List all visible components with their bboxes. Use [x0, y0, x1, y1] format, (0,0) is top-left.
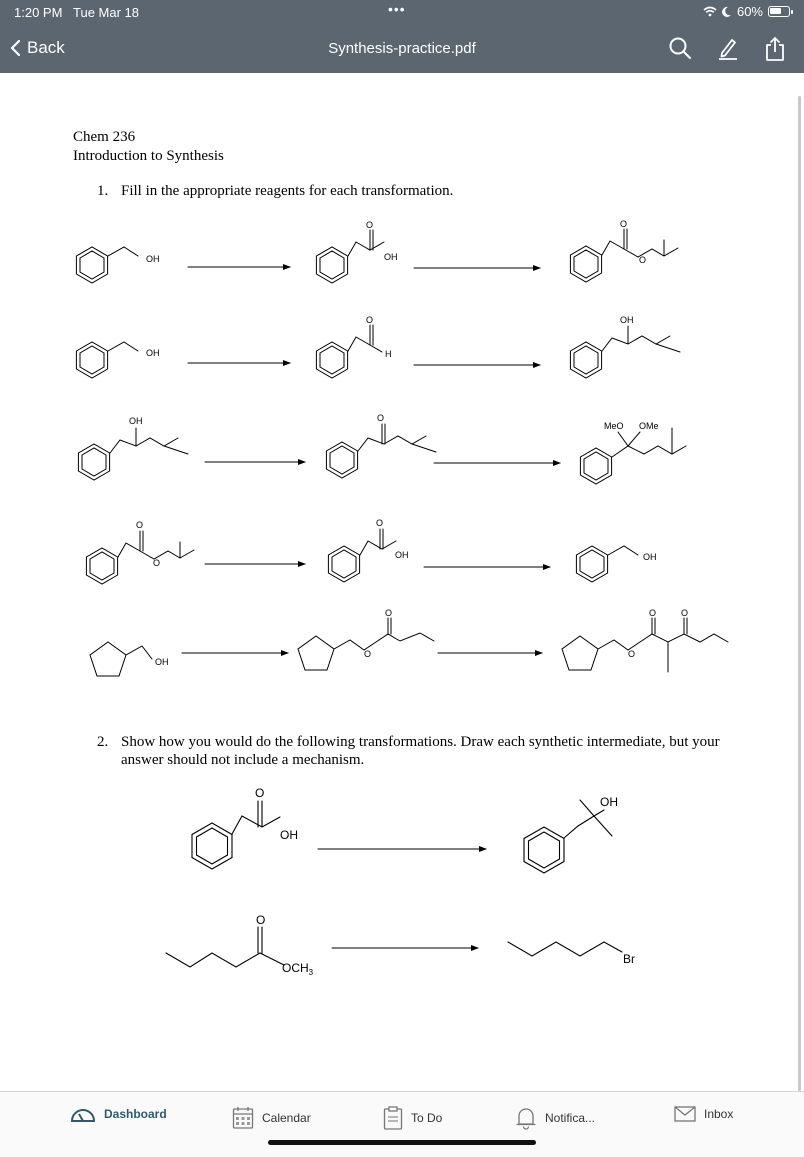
document-title: Synthesis-practice.pdf [328, 40, 476, 57]
row5-propanoate-ester [298, 608, 434, 670]
row3-ketone [326, 413, 436, 478]
label-o: O [377, 413, 385, 423]
clock: 1:20 PM [14, 5, 63, 20]
envelope-icon [674, 1106, 696, 1122]
battery-percent: 60% [736, 4, 763, 19]
tab-notifications-label: Notifica... [545, 1111, 596, 1125]
label-oh: OH [643, 552, 657, 562]
q2-phenylacetic-acid [192, 786, 298, 869]
q2-tertiary-alcohol [524, 795, 618, 873]
label-oh: OH [384, 252, 398, 262]
label-o: O [255, 786, 265, 800]
row2-aldehyde [316, 315, 391, 378]
row2-benzyl-alcohol [76, 342, 159, 378]
label-o: O [628, 649, 636, 659]
row2-secondary-alcohol [570, 315, 680, 378]
clipboard-icon [383, 1106, 403, 1130]
row1-benzyl-alcohol [76, 247, 159, 283]
label-o: O [620, 219, 628, 229]
row4-benzyl-alcohol [576, 546, 656, 582]
calendar-icon [232, 1106, 254, 1130]
label-oh: OH [129, 416, 143, 426]
q2-methyl-ester [166, 913, 314, 977]
label-oh: OH [146, 254, 160, 264]
label-br: Br [623, 952, 635, 966]
row3-secondary-alcohol [78, 416, 188, 480]
label-o: O [256, 913, 266, 927]
tab-notifications[interactable] [515, 1106, 595, 1130]
multitask-dots[interactable]: ••• [388, 1, 406, 17]
tab-bar [0, 1091, 804, 1157]
label-o: O [366, 220, 374, 230]
question-2-text: Show how you would do the following transformations. Draw each synthetic intermediate, but your answer should not include a mechanism. [121, 734, 720, 768]
label-o: O [364, 649, 372, 659]
tab-todo[interactable] [383, 1106, 442, 1130]
row5-beta-keto-ester [562, 608, 728, 672]
label-o: O [376, 518, 384, 528]
dashboard-gauge-icon [70, 1106, 96, 1122]
label-o: O [153, 558, 161, 568]
label-ome: OMe [639, 421, 659, 431]
label-och3: $OCH_3$ [282, 961, 314, 977]
row1-phenylacetic-acid [316, 220, 397, 283]
label-o: O [639, 255, 647, 265]
label-oh: OH [155, 657, 169, 667]
row5-cyclopentyl-methanol [90, 642, 169, 676]
label-oh: OH [146, 348, 160, 358]
question-1-text: Fill in the appropriate reagents for each transformation. [121, 183, 454, 199]
question-2-number: 2. [97, 734, 109, 750]
course-code: Chem 236 [73, 129, 136, 145]
row3-ketal [580, 421, 686, 484]
home-indicator[interactable] [268, 1140, 536, 1145]
label-h: H [385, 349, 392, 359]
label-meo: MeO [604, 421, 624, 431]
label-o: O [681, 608, 689, 618]
label-o: O [136, 520, 144, 530]
tab-inbox-label: Inbox [704, 1107, 734, 1121]
tab-dashboard[interactable] [70, 1106, 167, 1122]
course-subtitle: Introduction to Synthesis [73, 148, 224, 164]
label-o: O [385, 608, 393, 618]
back-label: Back [27, 38, 65, 57]
tab-calendar[interactable] [232, 1106, 311, 1130]
tab-todo-label: To Do [411, 1111, 443, 1125]
row4-phenylacetic-acid [328, 518, 408, 582]
label-o: O [649, 608, 657, 618]
label-oh: OH [280, 828, 298, 842]
tab-calendar-label: Calendar [262, 1111, 311, 1125]
tab-inbox[interactable] [674, 1106, 733, 1122]
row1-isopropyl-ester [570, 219, 678, 282]
bell-icon [515, 1106, 537, 1130]
tab-dashboard-label: Dashboard [104, 1107, 167, 1121]
q2-alkyl-bromide [508, 942, 635, 966]
label-o: O [366, 315, 374, 325]
label-oh: OH [395, 550, 409, 560]
date: Tue Mar 18 [73, 5, 140, 20]
label-oh: OH [620, 315, 634, 325]
label-oh: OH [600, 795, 618, 809]
row4-isopropyl-ester [86, 520, 194, 584]
question-1-number: 1. [97, 183, 109, 199]
